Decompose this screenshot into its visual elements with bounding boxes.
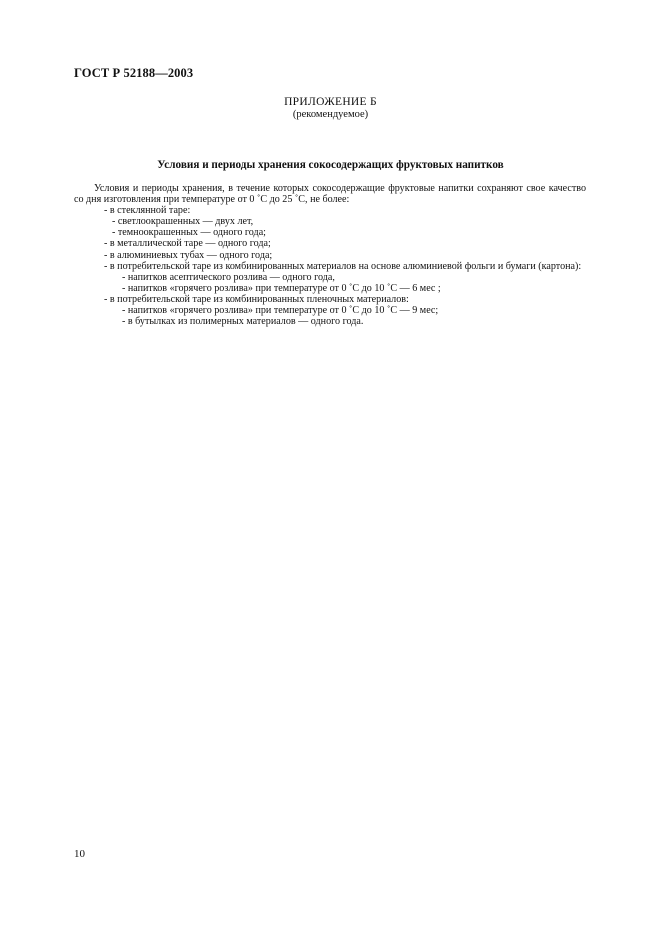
list-item: - в металлической таре — одного года; — [104, 238, 271, 250]
list-item: - темноокрашенных — одного года; — [112, 227, 266, 239]
appendix-subtitle: (рекомендуемое) — [292, 109, 369, 120]
intro-paragraph: Условия и периоды хранения, в течение которых сокосодержащие фруктовые напитки сохраняют свое качество со дня изготовления при температуре от 0 ˚С до 25 ˚С, не более: — [74, 183, 586, 206]
list-item: - напитков асептического розлива — одного года, — [122, 271, 335, 283]
list-item: - в потребительской таре из комбинированных материалов на основе алюминиевой фольги и бумаги (картона): — [104, 260, 582, 272]
list-item: - напитков «горячего розлива» при температуре от 0 ˚С до 10 ˚С — 9 мес; — [122, 305, 439, 317]
list-item: - в стеклянной таре: — [104, 205, 191, 217]
appendix-title: ПРИЛОЖЕНИЕ Б — [284, 96, 377, 108]
list-item: - в потребительской таре из комбинированных пленочных материалов: — [104, 293, 409, 305]
list-item: - в алюминиевых тубах — одного года; — [104, 249, 273, 261]
list-item: - светлоокрашенных — двух лет, — [112, 216, 254, 228]
list-item: - в бутылках из полимерных материалов — одного года. — [122, 316, 364, 328]
list-item: - напитков «горячего розлива» при температуре от 0 ˚С до 10 ˚С — 6 мес ; — [122, 282, 441, 294]
document-body — [74, 183, 586, 327]
page-number: 10 — [74, 848, 85, 860]
document-number: ГОСТ Р 52188—2003 — [74, 66, 194, 80]
section-heading: Условия и периоды хранения сокосодержащих фруктовых напитков — [157, 159, 504, 171]
